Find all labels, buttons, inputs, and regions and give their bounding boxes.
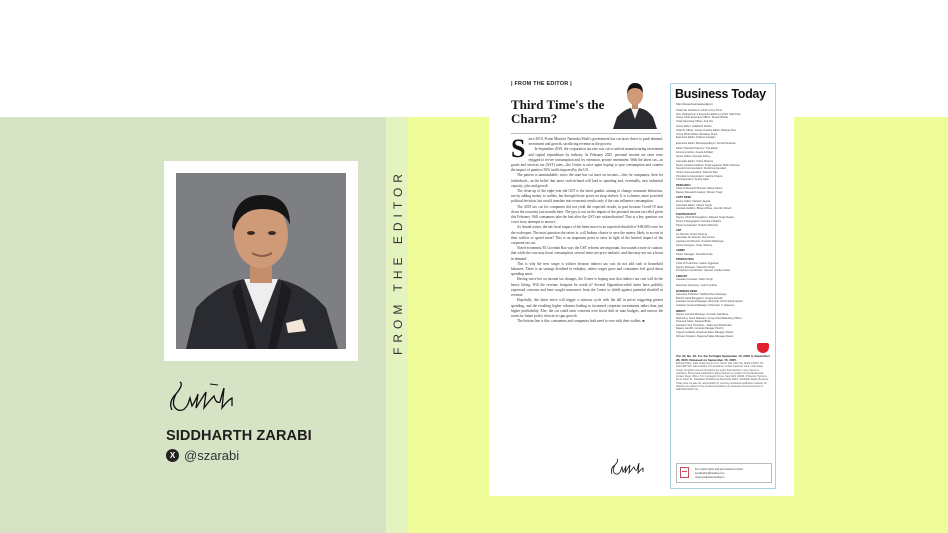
credit-section-heading: RESEARCH	[676, 183, 691, 187]
credit-line: Rajeev Gandhi, General Manager (North)	[676, 327, 724, 331]
credit-line: Senior Designer: Vinay Sharma	[676, 243, 713, 247]
article-paragraph: This is why the new wager is trickier because indirect tax cuts do not add cash to household balances. There is no savings dividend to redeploy, unless wages grow and consumers feel good about spending more.	[511, 261, 663, 277]
credit-line: Associate Art Director: Raj Verma	[676, 236, 715, 240]
article-paragraph: In September 2019, the corporation tax rate was cut to unlock manufacturing investment and capital expenditure by industry. In February 2025, personal income tax rates were rejigged to revive consumption and, by extension, private investment. With the latest cut—in goods and services tax (GST) rates—the Centre is once again hoping to spur consumption and counter the impact of punitive 50% tariffs imposed by the US.	[511, 147, 663, 173]
article-paragraph: The bottom line is this: consumers and companies both need to vote with their wallets. ■	[517, 319, 645, 324]
print-icon	[680, 467, 689, 478]
credit-section-heading: LIBRARY	[676, 274, 688, 278]
author-signature	[166, 380, 246, 416]
credit-line: Economy Editor: Anand Adhikari	[676, 150, 714, 154]
credit-line: Marketing: Vivek Malhotra, Group Chief Marketing Officer	[676, 316, 742, 320]
credit-line: Yogesh Godbole, Regional Sales Manager (West)	[676, 331, 734, 335]
credit-line: Vice Chairperson & Executive Editor-in-Chief: Kalli Purie	[676, 112, 741, 116]
credit-line: Chairman & Editor-in-Chief: Aroon Purie	[676, 109, 722, 112]
author-social-handle[interactable]	[166, 448, 239, 463]
credit-line: Senior Assistant Editors: Pratik Agarwal, Ridhu Sharma	[676, 163, 740, 167]
credit-line: Group Photo Editor: Bandeep Singh	[676, 132, 718, 136]
credit-line: Senior Editor: Mahesh Jagota	[676, 200, 711, 204]
author-name: SIDDHARTH ZARABI	[166, 428, 312, 444]
credit-line: Group Chief Executive Officer: Dinesh Bhatia	[676, 116, 728, 120]
article-paragraph: Having twice bet on income tax changes, the Centre is hoping now that indirect tax cuts will do the heavy lifting. Will the revenue foregone be worth it? Several Opposition-ruled states have publicly expressed concerns and have sought assurances from the Centre to shield against potential shortfall in revenue.	[511, 277, 663, 298]
credit-line: Associate Editor: Chitra Sharma	[676, 160, 713, 164]
article-headline: Third Time's the Charm?	[511, 97, 605, 126]
article-paragraph: ince 2019, Prime Minister Narendra Modi's government has cut taxes thrice to push demand, investment and growth, sacrificing revenue in the process.	[528, 137, 663, 147]
credit-section-heading: BUSINESS DESK	[676, 289, 698, 293]
dropcap: S	[511, 137, 526, 163]
credit-group	[676, 125, 770, 139]
credit-line: Chief Operating Officer: Anil Jha	[676, 119, 714, 123]
credit-line: Editor (Special Projects): Tina Edwin	[676, 147, 718, 151]
credit-line: Chief of Production: Harish Aggarwal	[676, 261, 719, 265]
brand-badge-icon	[757, 343, 769, 353]
credit-section-heading: PHOTOGRAPHY	[676, 212, 697, 216]
credit-section-heading: COPY DESK	[676, 196, 692, 200]
article-paragraph: Hopefully, this latest move will trigger a virtuous cycle with the fall in prices triggering greater spending, and the resulting higher volumes leading to increased corporate investments rather than just higher profitability. Else, the cut could raise concerns over fiscal drift in state budgets, and narrow the room for future policy choices to spur growth.	[511, 298, 663, 318]
credit-line: Deputy Chief Photographer: Rajwant Singh Rawat	[676, 216, 734, 220]
legal-text: Editorial Office: India Today Group, FC-8, Sector 16A, Film City, Noida 201301. Tel: 0120-4807100. Subscriptions: For assistance contact Customer Care, India Today Group. All rights reserved throughout the world. Reproduction in any manner is prohibited. Printed and published by Manoj Sharma on behalf of Living Media India Limited. Regd. Office: K-9, Connaught Circus, New Delhi 110001. Printed at Thomson Press India Ltd., Faridabad. Published at New Delhi. Editor: Siddharth Zarabi. Business Today does not take the responsibility for returning unsolicited publication material. All disputes are subject to the exclusive jurisdiction of competent courts and forums in Delhi/New Delhi only.	[676, 362, 769, 392]
credit-line: Senior Correspondent: Rukmini Rao	[676, 170, 718, 174]
credit-line: Assistant Editors: Bhavna Bose, Jennifer Ghosh	[676, 207, 732, 211]
credit-line: Personal Sales: Deepak Bhatt	[676, 320, 711, 324]
masthead-fine-print	[676, 354, 770, 462]
credit-line: Assistant General Manager (Chennai): V. Vaivasan	[676, 303, 735, 307]
masthead-credits	[676, 109, 770, 338]
editor-photo-frame	[164, 161, 358, 361]
credit-line: Principal Correspondent: Aastha Chopra	[676, 174, 723, 178]
masthead-title: Business Today	[675, 87, 766, 101]
credit-line: Production Coordinator: Ajimpal, Gurdial Yadav	[676, 269, 731, 273]
syndication-box	[676, 463, 772, 483]
headline-rule	[511, 133, 661, 134]
credit-line: Associate Editor: Vikram Gogoi	[676, 203, 712, 207]
issue-line: Vol. 34, No. 20. For the fortnight September 15, 2025 to September 28, 2025. Released on September 15, 2025.	[676, 354, 770, 362]
syndication-line: For reprint rights and permissions contact syndication@intoday.com	[695, 468, 743, 475]
credit-line: Executive Editor: Krishna Gopalan	[676, 136, 716, 140]
credit-line: Assistant General Manager (Mumbai): Rohit Subramanian	[676, 300, 743, 304]
credit-line: Branch Head Bengaluru: Vinaya Kamath	[676, 296, 723, 300]
syndication-text	[695, 468, 771, 480]
article-paragraph: As Anand writes, the net fiscal impact of the latest move is an expected shortfall of ₹48,000 crore for the exchequer. The most question she raises is: will Indians choose to save the money likely to accrue in their wallets or spend more? This is an important point to raise in light of the limited impact of the corporate tax cut.	[511, 225, 663, 246]
x-logo-icon: X	[166, 449, 179, 462]
credit-section-heading: IMPACT	[676, 309, 686, 313]
author-handle-text: @szarabi	[184, 448, 240, 463]
portrait-illustration	[176, 173, 346, 349]
masthead-url[interactable]: http://www.businesstoday.in	[676, 102, 713, 106]
credit-line: Assistant Librarian: Satbir Singh	[676, 278, 713, 282]
credit-line: Senior Editor: Navneet Dubey	[676, 154, 711, 158]
article-paragraph: The clean-up of the eight-year-old GST is the latest gambit, aiming to change consumer behaviour, not by adding money to wallets, but through lower prices on shop shelves. It is a cleaner, more powerful political decision, but would translate into economic results only if the cuts influence consumption.	[511, 189, 663, 204]
page-kicker: | FROM THE EDITOR |	[511, 81, 572, 87]
syndication-link[interactable]: www.syndicationstoday.in	[695, 476, 725, 479]
credit-group	[676, 147, 770, 158]
credit-line: Chief of Research Bureau: Rahul Oberoi	[676, 187, 723, 191]
editor-thumbnail	[611, 77, 659, 129]
credit-line: Assistant Art Director: Kaushik Mukherjee	[676, 240, 724, 243]
credit-line: Correspondent: Sneha Jalan	[676, 178, 710, 182]
credit-line: Group Editor: Siddharth Zarabi	[676, 125, 712, 129]
credit-line: Assistant Vice President – Sales and Distribution	[676, 323, 733, 327]
credit-line: Executive Editor, Businesstoday.in: Sonal Khetarpal	[676, 141, 736, 145]
section-vertical-label: FROM THE EDITOR	[391, 169, 405, 355]
credit-group	[676, 109, 770, 123]
credit-section-heading: ART	[676, 229, 682, 233]
credit-line: Deputy Research Analyst: Shivam Tyagi	[676, 190, 723, 194]
credit-line: Senior Manager: Saurabh Dutta	[676, 252, 713, 256]
article-paragraph: The pattern is unmistakable: twice the state has cut taxes on income—first for companies, then for individuals—in the belief that more cash-in-hand will lead to spending and, eventually, new industrial capacity, jobs and growth.	[511, 173, 663, 188]
editor-photo	[176, 173, 346, 349]
credit-section-heading: ADMIN	[676, 249, 685, 253]
credit-line: Photo Coordinator: Prabhu Mehrotra	[676, 223, 718, 227]
credit-line: Deputy Manager: Narendra Singh	[676, 265, 715, 269]
page-signature	[609, 458, 649, 478]
article-body	[511, 137, 663, 467]
credit-group	[676, 160, 770, 182]
credit-line: Shivram Sivaram, Regional Sales Manager (East)	[676, 334, 734, 338]
credit-line: Associate Publisher: Madhuchha Chatterjee	[676, 293, 727, 297]
credit-line: Chief AI Officer, Group Creative Editor: Nilanjan Das	[676, 128, 736, 132]
article-paragraph: Noted economist M. Govinda Rao says the GST reforms are important, but sounds a note of caution: that while the cuts may boost consumption, several items are price inelastic, and thus may not see a boost in demand.	[511, 246, 663, 261]
credit-line: Deputy General Manager: Arvinder Sachdeva	[676, 313, 729, 317]
credit-line: Senior Photographer: Nandita Chhabra	[676, 220, 721, 224]
credit-line: Executive Secretary: Jyoti Kumbhar	[676, 283, 718, 287]
credit-line: Special Correspondent: Karishma Asoodani	[676, 167, 727, 171]
credit-line: Art Director: Rahul Sharma	[676, 232, 708, 236]
magazine-page	[489, 63, 794, 496]
credit-section-heading: PRODUCTION	[676, 258, 694, 262]
article-paragraph: The 2019 tax cut for companies did not yield the expected results, in part because Covid-19 shut down the economy just months later. The jury is out on the impact of the personal income tax relief given this February. Will consumers take the bait after the GST rate rationalisation? That is a key question our cover story attempts to answer.	[511, 204, 663, 225]
masthead-panel	[670, 83, 776, 489]
